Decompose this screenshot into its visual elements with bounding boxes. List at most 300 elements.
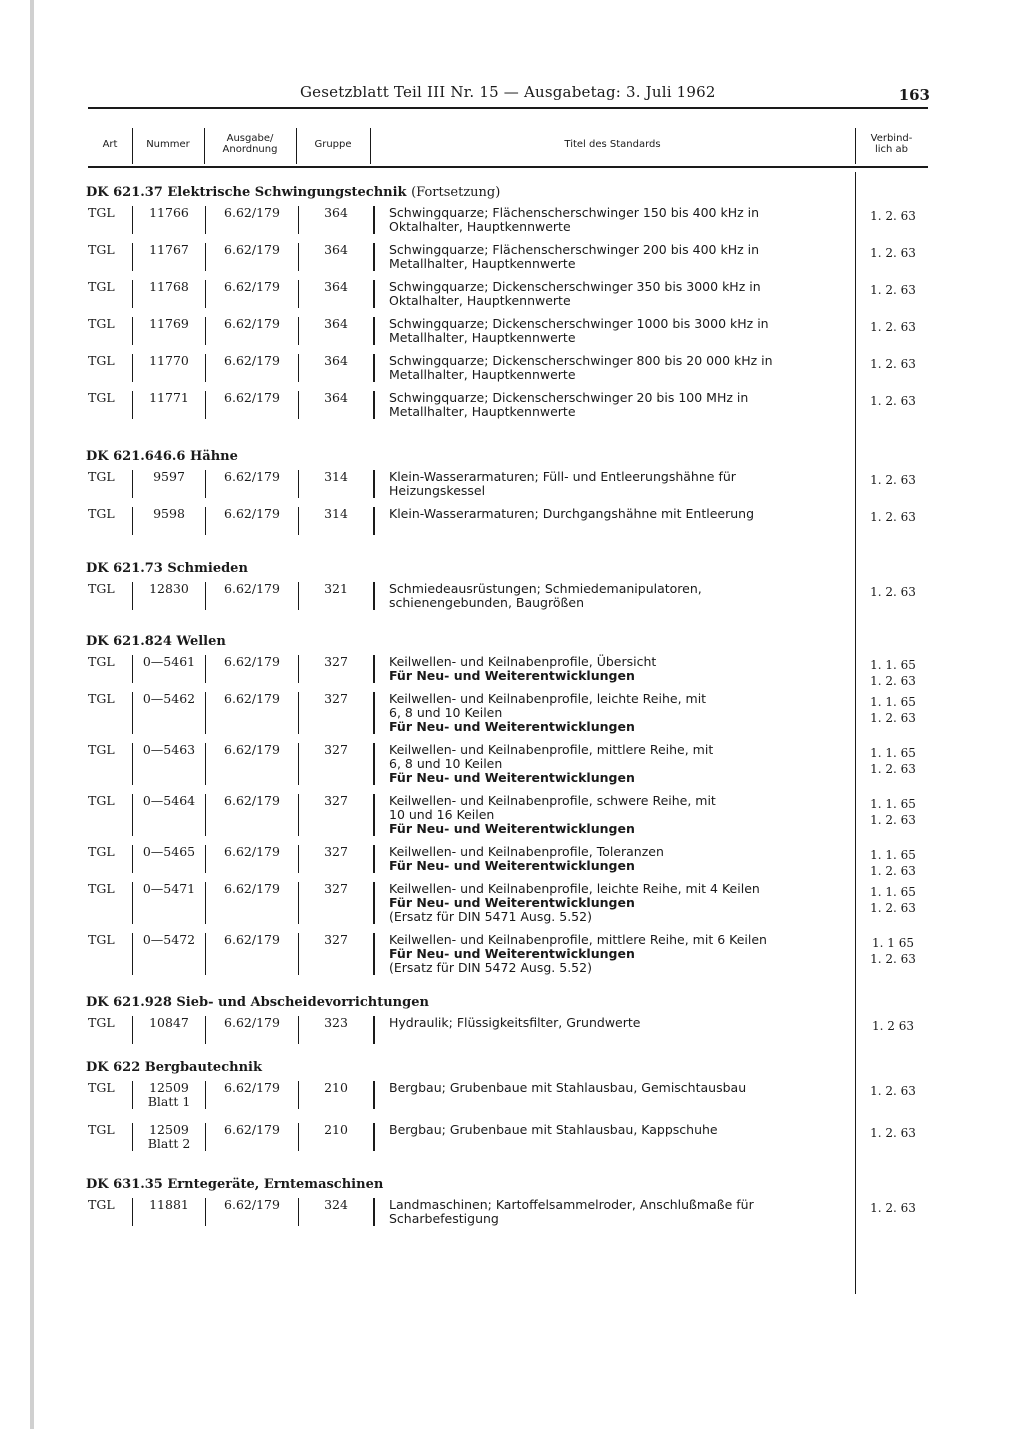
- gruppe-cell-value: 327: [324, 881, 348, 896]
- nummer-cell-value: 11767: [149, 242, 189, 257]
- dk-heading: [86, 185, 848, 200]
- verbindlich-date: 1. 1. 65: [870, 746, 916, 760]
- standard-row: [88, 581, 916, 610]
- ausgabe-cell: [205, 794, 298, 836]
- verbindlich-date: 1. 2. 63: [870, 283, 916, 297]
- verbindlich-cell: [858, 1200, 928, 1216]
- dk-heading-label: DK 621.37 Elektrische Schwingungstechnik: [86, 185, 407, 200]
- standard-row: [88, 1122, 916, 1151]
- gruppe-cell-value: 314: [324, 469, 348, 484]
- titel-line: Oktalhalter, Hauptkennwerte: [389, 293, 571, 308]
- titel-line: schienengebunden, Baugrößen: [389, 595, 584, 610]
- column-header-verbindlich-line2: lich ab: [874, 144, 909, 155]
- dk-heading: [86, 995, 848, 1010]
- verbindlich-date: 1. 1 65: [872, 936, 914, 950]
- dk-heading-label: DK 621.928 Sieb- und Abscheidevorrichtungen: [86, 995, 429, 1010]
- gruppe-cell-value: 327: [324, 793, 348, 808]
- ausgabe-cell-value: 6.62/179: [224, 793, 280, 808]
- titel-line: Bergbau; Grubenbaue mit Stahlausbau, Kappschuhe: [389, 1122, 718, 1137]
- gruppe-cell: [298, 845, 373, 873]
- ausgabe-cell: [205, 1123, 298, 1151]
- standard-row: [88, 469, 916, 498]
- art-cell: [88, 743, 132, 785]
- verbindlich-date: 1. 2. 63: [870, 952, 916, 966]
- dk-heading-label: DK 621.73 Schmieden: [86, 561, 248, 576]
- art-cell: [88, 1081, 132, 1109]
- gruppe-cell: [298, 280, 373, 308]
- titel-line: Schwingquarze; Dickenscherschwinger 350 bis 3000 kHz in: [389, 279, 761, 294]
- art-cell-value: TGL: [88, 742, 115, 757]
- ausgabe-cell: [205, 1198, 298, 1226]
- titel-cell: [373, 1123, 849, 1151]
- nummer-cell: [132, 280, 205, 308]
- titel-line: 6, 8 und 10 Keilen: [389, 705, 503, 720]
- gruppe-cell-value: 327: [324, 691, 348, 706]
- ausgabe-cell: [205, 1016, 298, 1044]
- standard-row: [88, 1080, 916, 1109]
- dk-heading: [86, 634, 848, 649]
- titel-replacement-note: (Ersatz für DIN 5471 Ausg. 5.52): [389, 909, 592, 924]
- standard-row: [88, 205, 916, 234]
- column-header-nummer: Nummer: [146, 139, 190, 150]
- verbindlich-cell: [858, 245, 928, 261]
- art-cell: [88, 206, 132, 234]
- art-cell: [88, 845, 132, 873]
- standard-row: [88, 654, 916, 688]
- art-cell: [88, 933, 132, 975]
- titel-cell: [373, 933, 849, 975]
- gruppe-cell-value: 323: [324, 1015, 348, 1030]
- ausgabe-cell: [205, 582, 298, 610]
- ausgabe-cell: [205, 933, 298, 975]
- gruppe-cell-value: 364: [324, 353, 348, 368]
- nummer-cell: [132, 206, 205, 234]
- titel-cell: [373, 794, 849, 836]
- verbindlich-cell: [858, 282, 928, 298]
- nummer-cell: [132, 354, 205, 382]
- gruppe-cell: [298, 391, 373, 419]
- titel-note-bold: Für Neu- und Weiterentwicklungen: [389, 668, 635, 683]
- nummer-cell-value: 9597: [153, 469, 185, 484]
- art-cell: [88, 354, 132, 382]
- verbindlich-date: 1. 2 63: [872, 1019, 914, 1033]
- column-header-gruppe: Gruppe: [314, 139, 352, 150]
- standard-row: [88, 353, 916, 382]
- ausgabe-cell-value: 6.62/179: [224, 691, 280, 706]
- titel-cell: [373, 317, 849, 345]
- column-header-ausgabe-line1: Ausgabe/: [226, 133, 274, 144]
- ausgabe-cell: [205, 845, 298, 873]
- standard-row: [88, 1197, 916, 1226]
- gruppe-cell-value: 210: [324, 1080, 348, 1095]
- verbindlich-date: 1. 2. 63: [870, 1084, 916, 1098]
- dk-heading: [86, 1177, 848, 1192]
- titel-cell: [373, 655, 849, 683]
- art-cell-value: TGL: [88, 205, 115, 220]
- nummer-cell: [132, 507, 205, 535]
- standard-row: [88, 506, 916, 535]
- nummer-cell-value: 11766: [149, 205, 189, 220]
- standard-row: [88, 1015, 914, 1044]
- art-cell-value: TGL: [88, 1122, 115, 1137]
- art-cell-value: TGL: [88, 506, 115, 521]
- nummer-cell: [132, 743, 205, 785]
- nummer-cell-value: 11768: [149, 279, 189, 294]
- nummer-cell: [132, 243, 205, 271]
- nummer-cell-sheet: Blatt 1: [147, 1094, 191, 1109]
- verbindlich-cell: [858, 472, 928, 488]
- nummer-cell-value: 0—5462: [142, 691, 196, 706]
- column-header-verbindlich: [855, 133, 928, 155]
- ausgabe-cell: [205, 655, 298, 683]
- art-cell: [88, 317, 132, 345]
- verbindlich-cell: [858, 393, 928, 409]
- standards-list: [86, 185, 916, 1246]
- nummer-cell: [132, 692, 205, 734]
- gruppe-cell: [298, 1016, 373, 1044]
- dk-section: [86, 995, 914, 1044]
- dk-section: [86, 449, 916, 535]
- titel-cell: [373, 354, 849, 382]
- gruppe-cell-value: 324: [324, 1197, 348, 1212]
- verbindlich-date: 1. 1. 65: [870, 848, 916, 862]
- verbindlich-cell: [858, 584, 928, 600]
- verbindlich-cell: [858, 796, 928, 828]
- standard-row: [88, 316, 916, 345]
- dk-heading-label: DK 631.35 Erntegeräte, Erntemaschinen: [86, 1177, 384, 1192]
- verbindlich-date: 1. 2. 63: [870, 1126, 916, 1140]
- standard-row: [88, 932, 916, 975]
- gruppe-cell-value: 327: [324, 844, 348, 859]
- ausgabe-cell-value: 6.62/179: [224, 390, 280, 405]
- nummer-cell: [132, 391, 205, 419]
- verbindlich-cell: [858, 694, 928, 726]
- ausgabe-cell-value: 6.62/179: [224, 353, 280, 368]
- ausgabe-cell-value: 6.62/179: [224, 1197, 280, 1212]
- verbindlich-date: 1. 1. 65: [870, 695, 916, 709]
- ausgabe-cell: [205, 882, 298, 924]
- dk-heading-suffix: (Fortsetzung): [411, 185, 501, 200]
- titel-line: Bergbau; Grubenbaue mit Stahlausbau, Gemischtausbau: [389, 1080, 747, 1095]
- verbindlich-date: 1. 2. 63: [870, 246, 916, 260]
- art-cell-value: TGL: [88, 793, 115, 808]
- titel-line: Keilwellen- und Keilnabenprofile, Toleranzen: [389, 844, 664, 859]
- dk-heading-label: DK 621.824 Wellen: [86, 634, 226, 649]
- ausgabe-cell-value: 6.62/179: [224, 742, 280, 757]
- column-header-titel: Titel des Standards: [564, 139, 661, 150]
- titel-line: Metallhalter, Hauptkennwerte: [389, 330, 576, 345]
- nummer-cell-value: 0—5464: [142, 793, 196, 808]
- titel-cell: [373, 882, 849, 924]
- gruppe-cell: [298, 1081, 373, 1109]
- dk-section: [86, 185, 916, 419]
- titel-cell: [373, 1016, 849, 1044]
- column-header-verbindlich-line1: Verbind-: [870, 133, 913, 144]
- ausgabe-cell: [205, 1081, 298, 1109]
- titel-line: Hydraulik; Flüssigkeitsfilter, Grundwerte: [389, 1015, 641, 1030]
- nummer-cell: [132, 1198, 205, 1226]
- gruppe-cell-value: 327: [324, 654, 348, 669]
- art-cell-value: TGL: [88, 1080, 115, 1095]
- standard-row: [88, 390, 916, 419]
- verbindlich-date: 1. 2. 63: [870, 901, 916, 915]
- dk-section: [86, 634, 916, 975]
- titel-line: Klein-Wasserarmaturen; Durchgangshähne mit Entleerung: [389, 506, 755, 521]
- ausgabe-cell-value: 6.62/179: [224, 242, 280, 257]
- gruppe-cell: [298, 206, 373, 234]
- standard-row: [88, 242, 916, 271]
- art-cell-value: TGL: [88, 932, 115, 947]
- nummer-cell-value: 0—5472: [142, 932, 196, 947]
- dk-heading-label: DK 621.646.6 Hähne: [86, 449, 238, 464]
- gruppe-cell: [298, 794, 373, 836]
- gruppe-cell-value: 321: [324, 581, 348, 596]
- ausgabe-cell: [205, 470, 298, 498]
- header-rule: [88, 107, 928, 109]
- ausgabe-cell: [205, 391, 298, 419]
- nummer-cell-value: 0—5463: [142, 742, 196, 757]
- titel-line: Keilwellen- und Keilnabenprofile, leichte Reihe, mit: [389, 691, 707, 706]
- gruppe-cell-value: 364: [324, 316, 348, 331]
- art-cell: [88, 692, 132, 734]
- nummer-cell: [132, 882, 205, 924]
- titel-line: Scharbefestigung: [389, 1211, 499, 1226]
- titel-line: Klein-Wasserarmaturen; Füll- und Entleerungshähne für: [389, 469, 736, 484]
- art-cell: [88, 1016, 132, 1044]
- art-cell-value: TGL: [88, 654, 115, 669]
- ausgabe-cell-value: 6.62/179: [224, 205, 280, 220]
- gruppe-cell: [298, 582, 373, 610]
- running-header: Gesetzblatt Teil III Nr. 15 — Ausgabetag: 3. Juli 1962: [300, 83, 716, 101]
- titel-line: Oktalhalter, Hauptkennwerte: [389, 219, 571, 234]
- verbindlich-cell: [858, 1125, 928, 1141]
- art-cell-value: TGL: [88, 390, 115, 405]
- gruppe-cell: [298, 1123, 373, 1151]
- standard-row: [88, 793, 916, 836]
- standard-row: [88, 279, 916, 308]
- date-column-divider: [855, 172, 856, 1294]
- art-cell: [88, 1123, 132, 1151]
- gruppe-cell-value: 364: [324, 279, 348, 294]
- ausgabe-cell-value: 6.62/179: [224, 506, 280, 521]
- gruppe-cell-value: 210: [324, 1122, 348, 1137]
- dk-section: [86, 1060, 916, 1151]
- titel-note-bold: Für Neu- und Weiterentwicklungen: [389, 719, 635, 734]
- column-header-ausgabe-line2: Anordnung: [222, 144, 278, 155]
- nummer-cell-sheet: Blatt 2: [147, 1136, 191, 1151]
- verbindlich-date: 1. 2. 63: [870, 585, 916, 599]
- titel-cell: [373, 582, 849, 610]
- titel-line: Metallhalter, Hauptkennwerte: [389, 256, 576, 271]
- titel-line: Heizungskessel: [389, 483, 486, 498]
- art-cell-value: TGL: [88, 844, 115, 859]
- art-cell: [88, 582, 132, 610]
- titel-cell: [373, 507, 849, 535]
- art-cell: [88, 243, 132, 271]
- verbindlich-date: 1. 2. 63: [870, 320, 916, 334]
- column-header-ausgabe: [204, 133, 296, 155]
- titel-line: Metallhalter, Hauptkennwerte: [389, 404, 576, 419]
- titel-line: Keilwellen- und Keilnabenprofile, schwere Reihe, mit: [389, 793, 716, 808]
- nummer-cell: [132, 845, 205, 873]
- titel-line: Keilwellen- und Keilnabenprofile, leichte Reihe, mit 4 Keilen: [389, 881, 760, 896]
- titel-cell: [373, 470, 849, 498]
- gruppe-cell: [298, 507, 373, 535]
- titel-line: Metallhalter, Hauptkennwerte: [389, 367, 576, 382]
- nummer-cell: [132, 933, 205, 975]
- titel-line: Schwingquarze; Dickenscherschwinger 1000 bis 3000 kHz in: [389, 316, 769, 331]
- verbindlich-date: 1. 2. 63: [870, 711, 916, 725]
- ausgabe-cell: [205, 206, 298, 234]
- art-cell: [88, 794, 132, 836]
- art-cell-value: TGL: [88, 242, 115, 257]
- gruppe-cell: [298, 655, 373, 683]
- titel-line: Keilwellen- und Keilnabenprofile, Übersicht: [389, 654, 657, 669]
- standard-row: [88, 691, 916, 734]
- titel-line: 6, 8 und 10 Keilen: [389, 756, 503, 771]
- gruppe-cell-value: 364: [324, 390, 348, 405]
- gruppe-cell: [298, 1198, 373, 1226]
- art-cell: [88, 882, 132, 924]
- titel-note-bold: Für Neu- und Weiterentwicklungen: [389, 895, 635, 910]
- gruppe-cell-value: 327: [324, 742, 348, 757]
- art-cell-value: TGL: [88, 316, 115, 331]
- verbindlich-cell: [858, 1018, 928, 1034]
- verbindlich-cell: [858, 745, 928, 777]
- titel-line: Keilwellen- und Keilnabenprofile, mittlere Reihe, mit: [389, 742, 714, 757]
- nummer-cell: [132, 1081, 205, 1109]
- nummer-cell: [132, 1123, 205, 1151]
- titel-cell: [373, 1081, 849, 1109]
- art-cell-value: TGL: [88, 353, 115, 368]
- page-binding-edge: [30, 0, 34, 1429]
- art-cell-value: TGL: [88, 881, 115, 896]
- ausgabe-cell-value: 6.62/179: [224, 881, 280, 896]
- titel-cell: [373, 743, 849, 785]
- verbindlich-date: 1. 2. 63: [870, 394, 916, 408]
- ausgabe-cell: [205, 280, 298, 308]
- art-cell-value: TGL: [88, 1197, 115, 1212]
- titel-note-bold: Für Neu- und Weiterentwicklungen: [389, 858, 635, 873]
- art-cell-value: TGL: [88, 279, 115, 294]
- verbindlich-date: 1. 1. 65: [870, 885, 916, 899]
- ausgabe-cell-value: 6.62/179: [224, 1122, 280, 1137]
- gruppe-cell: [298, 933, 373, 975]
- ausgabe-cell-value: 6.62/179: [224, 469, 280, 484]
- titel-line: Schwingquarze; Flächenscherschwinger 200 bis 400 kHz in: [389, 242, 760, 257]
- ausgabe-cell-value: 6.62/179: [224, 581, 280, 596]
- nummer-cell-value: 0—5465: [142, 844, 196, 859]
- gruppe-cell: [298, 743, 373, 785]
- verbindlich-date: 1. 2. 63: [870, 864, 916, 878]
- titel-line: Schmiedeausrüstungen; Schmiedemanipulatoren,: [389, 581, 702, 596]
- dk-heading: [86, 1060, 848, 1075]
- art-cell: [88, 470, 132, 498]
- dk-section: [86, 561, 916, 610]
- verbindlich-date: 1. 2. 63: [870, 762, 916, 776]
- gruppe-cell: [298, 243, 373, 271]
- verbindlich-date: 1. 2. 63: [870, 813, 916, 827]
- nummer-cell: [132, 1016, 205, 1044]
- titel-cell: [373, 692, 849, 734]
- verbindlich-cell: [858, 319, 928, 335]
- dk-heading: [86, 561, 848, 576]
- ausgabe-cell-value: 6.62/179: [224, 654, 280, 669]
- standard-row: [88, 881, 916, 924]
- nummer-cell-value: 11769: [149, 316, 189, 331]
- titel-cell: [373, 1198, 849, 1226]
- ausgabe-cell: [205, 743, 298, 785]
- nummer-cell-value: 10847: [149, 1015, 189, 1030]
- ausgabe-cell: [205, 317, 298, 345]
- art-cell-value: TGL: [88, 581, 115, 596]
- column-header-art: Art: [102, 139, 118, 150]
- titel-line: Keilwellen- und Keilnabenprofile, mittlere Reihe, mit 6 Keilen: [389, 932, 767, 947]
- nummer-cell-value: 0—5461: [142, 654, 196, 669]
- ausgabe-cell-value: 6.62/179: [224, 1080, 280, 1095]
- art-cell-value: TGL: [88, 469, 115, 484]
- nummer-cell: [132, 794, 205, 836]
- titel-line: Schwingquarze; Flächenscherschwinger 150 bis 400 kHz in: [389, 205, 760, 220]
- dk-heading-label: DK 622 Bergbautechnik: [86, 1060, 262, 1075]
- art-cell: [88, 655, 132, 683]
- ausgabe-cell: [205, 354, 298, 382]
- gruppe-cell: [298, 354, 373, 382]
- nummer-cell: [132, 582, 205, 610]
- verbindlich-date: 1. 1. 65: [870, 658, 916, 672]
- titel-note-bold: Für Neu- und Weiterentwicklungen: [389, 946, 635, 961]
- titel-line: Schwingquarze; Dickenscherschwinger 800 bis 20 000 kHz in: [389, 353, 773, 368]
- ausgabe-cell-value: 6.62/179: [224, 932, 280, 947]
- art-cell: [88, 507, 132, 535]
- standard-row: [88, 742, 916, 785]
- verbindlich-cell: [858, 509, 928, 525]
- verbindlich-date: 1. 2. 63: [870, 674, 916, 688]
- art-cell-value: TGL: [88, 691, 115, 706]
- standard-row: [88, 844, 916, 878]
- ausgabe-cell: [205, 507, 298, 535]
- titel-note-bold: Für Neu- und Weiterentwicklungen: [389, 770, 635, 785]
- nummer-cell: [132, 655, 205, 683]
- verbindlich-cell: [858, 1083, 928, 1099]
- titel-line: Landmaschinen; Kartoffelsammelroder, Anschlußmaße für: [389, 1197, 754, 1212]
- gruppe-cell: [298, 882, 373, 924]
- gruppe-cell: [298, 470, 373, 498]
- ausgabe-cell-value: 6.62/179: [224, 844, 280, 859]
- nummer-cell-value: 11770: [149, 353, 189, 368]
- nummer-cell-value: 11881: [149, 1197, 189, 1212]
- art-cell: [88, 280, 132, 308]
- titel-cell: [373, 280, 849, 308]
- nummer-cell-value: 12830: [149, 581, 189, 596]
- art-cell-value: TGL: [88, 1015, 115, 1030]
- dk-heading: [86, 449, 848, 464]
- art-cell: [88, 391, 132, 419]
- titel-replacement-note: (Ersatz für DIN 5472 Ausg. 5.52): [389, 960, 592, 975]
- nummer-cell-value: 12509: [149, 1080, 189, 1095]
- titel-cell: [373, 391, 849, 419]
- gruppe-cell: [298, 317, 373, 345]
- titel-line: Schwingquarze; Dickenscherschwinger 20 bis 100 MHz in: [389, 390, 749, 405]
- verbindlich-date: 1. 2. 63: [870, 1201, 916, 1215]
- ausgabe-cell-value: 6.62/179: [224, 279, 280, 294]
- verbindlich-date: 1. 2. 63: [870, 473, 916, 487]
- ausgabe-cell-value: 6.62/179: [224, 1015, 280, 1030]
- gruppe-cell-value: 364: [324, 242, 348, 257]
- gruppe-cell: [298, 692, 373, 734]
- ausgabe-cell: [205, 692, 298, 734]
- ausgabe-cell-value: 6.62/179: [224, 316, 280, 331]
